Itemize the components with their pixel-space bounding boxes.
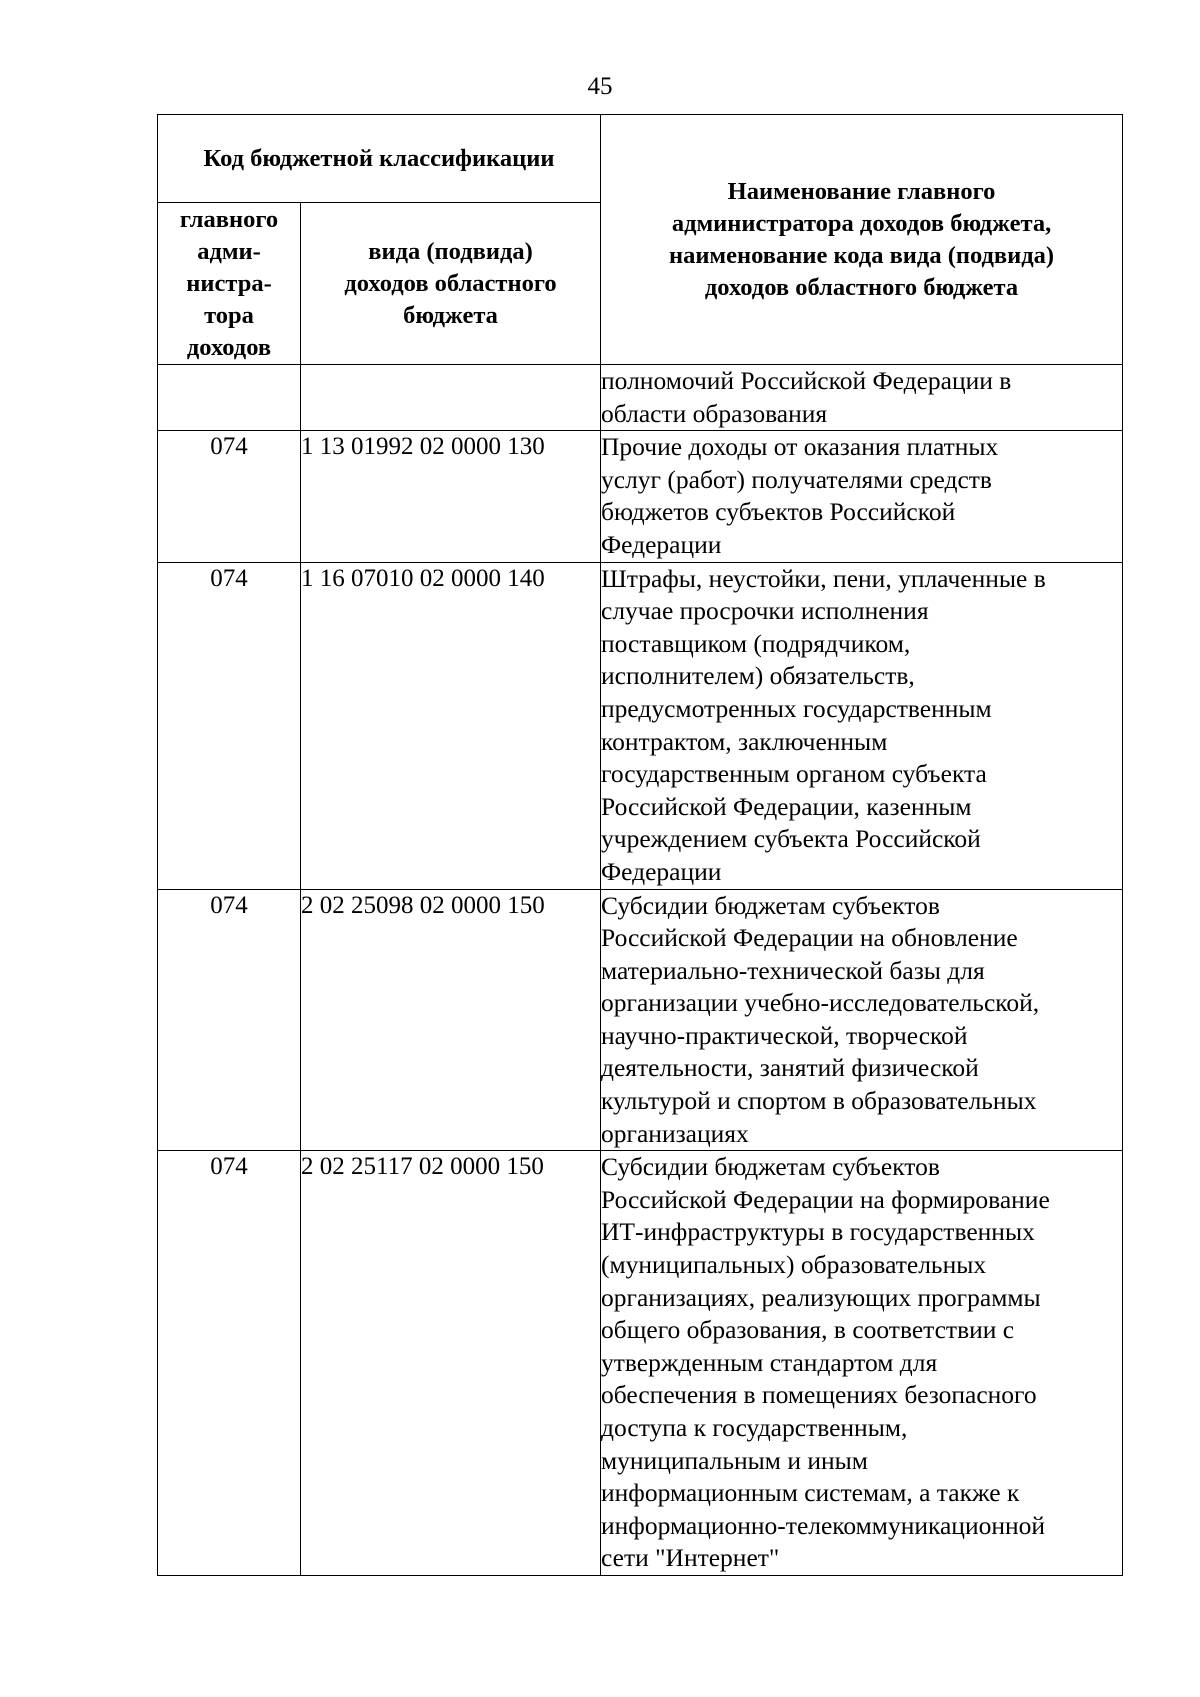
income-name-line: Штрафы, неустойки, пени, уплаченные в [601, 563, 1046, 593]
income-name-line: исполнителем) обязательств, [601, 661, 915, 691]
admin-code-cell: 074 [158, 562, 301, 889]
header-name-line: администратора доходов бюджета, [671, 209, 1052, 237]
budget-classification-table [157, 114, 1123, 1576]
income-name-cell [601, 431, 1123, 562]
income-name-line: информационным системам, а также к [601, 1478, 1020, 1508]
income-name-line: деятельности, занятий физической [601, 1053, 979, 1083]
income-name-line: доступа к государственным, [601, 1413, 908, 1442]
income-name-line: области образования [601, 398, 828, 428]
header-admin-line: доходов [186, 333, 272, 361]
income-name-line: государственным органом субъекта [601, 759, 987, 789]
table-header [158, 115, 1123, 365]
income-name-cell [601, 365, 1123, 431]
income-name-line: (муниципальных) образовательных [601, 1250, 987, 1280]
income-name-line: организациях [601, 1118, 749, 1148]
income-name-line: поставщиком (подрядчиком, [601, 628, 911, 658]
income-name-line: контрактом, заключенным [601, 726, 888, 756]
admin-code-cell [158, 365, 301, 431]
income-name-line: ИТ-инфраструктуры в государственных [601, 1217, 1035, 1247]
header-admin-line: нистра- [186, 269, 272, 297]
income-name-line: Прочие доходы от оказания платных [601, 432, 999, 462]
income-name-line: информационно-телекоммуникационной [601, 1510, 1046, 1540]
header-name-line: наименование кода вида (подвида) [668, 241, 1055, 269]
income-code-cell: 2 02 25098 02 0000 150 [301, 889, 601, 1151]
income-name-line: организациях, реализующих программы [601, 1282, 1041, 1312]
header-code-line: доходов областного [344, 269, 557, 297]
income-name-line: полномочий Российской Федерации в [601, 366, 1012, 395]
admin-code-cell: 074 [158, 889, 301, 1151]
income-name-line: Субсидии бюджетам субъектов [601, 890, 940, 920]
income-code-cell [301, 365, 601, 431]
income-name-line: Федерации [601, 529, 722, 559]
income-name-line: материально-технической базы для [601, 955, 985, 985]
income-name-cell [601, 889, 1123, 1151]
income-code-cell: 1 16 07010 02 0000 140 [301, 562, 601, 889]
header-code-line: бюджета [403, 301, 498, 329]
header-name-column [601, 115, 1123, 365]
income-name-line: Федерации [601, 856, 722, 886]
table-row [158, 431, 1123, 562]
header-name-line: доходов областного бюджета [704, 273, 1019, 301]
admin-code-cell: 074 [158, 1151, 301, 1576]
income-name-line: муниципальным и иным [601, 1445, 868, 1475]
income-name-line: культурой и спортом в образовательных [601, 1086, 1037, 1116]
income-name-line: услуг (работ) получателями средств [601, 464, 992, 494]
admin-code-cell: 074 [158, 431, 301, 562]
header-group-title: Код бюджетной классификации [158, 115, 601, 203]
header-admin-line: тора [204, 301, 254, 329]
income-name-line: утвержденным стандартом для [601, 1347, 938, 1377]
income-name-line: бюджетов субъектов Российской [601, 497, 956, 527]
table-body [158, 365, 1123, 1576]
income-code-cell: 1 13 01992 02 0000 130 [301, 431, 601, 562]
income-code-cell: 2 02 25117 02 0000 150 [301, 1151, 601, 1576]
header-code-line: вида (подвида) [368, 237, 533, 265]
income-name-line: предусмотренных государственным [601, 693, 992, 723]
header-name-line: Наименование главного [727, 177, 996, 205]
table-row [158, 562, 1123, 889]
income-name-cell [601, 562, 1123, 889]
income-name-line: организации учебно-исследовательской, [601, 988, 1040, 1018]
page-number: 45 [587, 73, 613, 100]
header-admin-column [158, 203, 301, 365]
income-name-line: Российской Федерации на обновление [601, 923, 1018, 953]
income-name-line: научно-практической, творческой [601, 1020, 968, 1050]
income-name-line: учреждением субъекта Российской [601, 824, 981, 854]
income-name-line: обеспечения в помещениях безопасного [601, 1380, 1037, 1410]
income-name-line: случае просрочки исполнения [601, 596, 929, 626]
income-name-cell [601, 1151, 1123, 1576]
income-name-line: Российской Федерации, казенным [601, 791, 972, 821]
table-row [158, 365, 1123, 431]
header-admin-line: главного [179, 205, 279, 233]
header-admin-line: адми- [197, 237, 261, 265]
table-row [158, 889, 1123, 1151]
income-name-line: общего образования, в соответствии с [601, 1315, 1015, 1345]
income-name-line: Российской Федерации на формирование [601, 1184, 1050, 1214]
income-name-line: Субсидии бюджетам субъектов [601, 1152, 940, 1182]
header-code-column [301, 203, 601, 365]
table-row [158, 1151, 1123, 1576]
income-name-line: сети "Интернет" [601, 1543, 780, 1573]
